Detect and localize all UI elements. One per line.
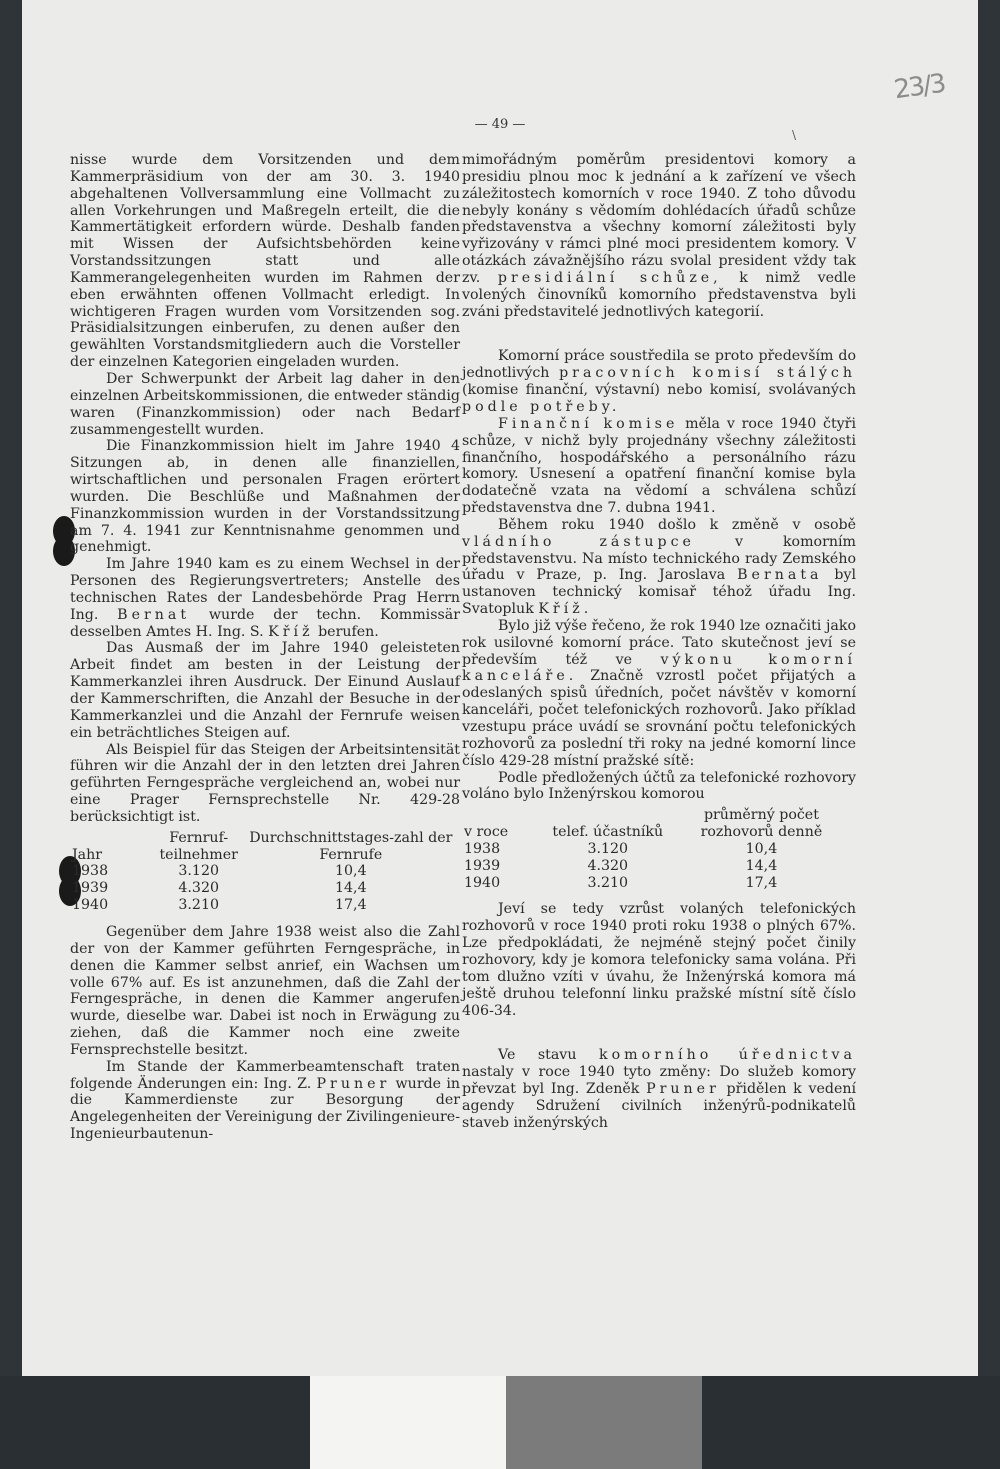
table-row: 1938 3.120 10,4 xyxy=(464,840,778,857)
de-paragraph-5: Das Ausmaß der im Jahre 1940 geleisteten Arbeit findet am besten in der Leistung der Kammerkanzlei ihren Ausdruck. Der Einund Auslauf der Kammerschriften, die Anzahl der Besuche in der Kammerkanzlei und die Anzahl der Fernrufe weisen ein beträchtliches Steigen auf. xyxy=(70,640,460,741)
table-header: telef. účastníků xyxy=(552,824,664,841)
table-header: Jahr xyxy=(72,846,103,863)
table-row: 1940 3.210 17,4 xyxy=(72,897,367,914)
de-phone-table xyxy=(70,830,460,914)
table-header: průměrný počet rozhovorů denně xyxy=(700,807,823,841)
de-paragraph-7: Gegenüber dem Jahre 1938 weist also die Zahl der von der Kammer geführten Ferngespräche, in denen die Kammer selbst anrief, ein Wachsen um volle 67% auf. Es ist anzunehmen, daß die Zahl der Ferngespräche, in denen die Kammer angerufen wurde, dieselbe war. Dabei ist noch in Erwägung zu ziehen, daß die Kammer noch eine zweite Fernsprechstelle besitzt. xyxy=(70,923,460,1058)
de-paragraph-3: Die Finanzkommission hielt im Jahre 1940 4 Sitzungen ab, in denen alle finanziellen, wirtschaftlichen und personalen Fragen erörtert wurden. Die Beschlüße und Maßnahmen der Finanzkommission wurden in der Vorstandssitzung am 7. 4. 1941 zur Kenntnisnahme genommen und genehmigt. xyxy=(70,438,460,556)
paragraph-gap xyxy=(462,1019,856,1047)
table-header: Durchschnittstages-zahl der Fernrufe xyxy=(249,829,453,863)
table-row: 1940 3.210 17,4 xyxy=(464,874,778,891)
table-header-row xyxy=(70,830,460,864)
cs-paragraph-3: Finanční komise měla v roce 1940 čtyři schůze, v nichž byly projednány všechny záležitosti finančního, hospodářského a personálního rázu komory. Usnesení a opatření finanční komise byla dodatečně vzata na vědomí a schválena schůzí představenstva dne 7. dubna 1941. xyxy=(462,415,857,517)
gray-calibration-swatch xyxy=(506,1376,702,1469)
de-paragraph-4: Im Jahre 1940 kam es zu einem Wechsel in der Personen des Regierungsvertreters; Anstelle des technischen Rates der Landesbehörde Prag Herrn Ing. Bernat wurde der techn. Kommissär desselben Amtes H. Ing. S. Kříž berufen. xyxy=(70,556,460,640)
cs-paragraph-2: Komorní práce soustředila se proto především do jednotlivých pracovních komisí stálých (komise finanční, výstavní) nebo komisí, svolávaných podle potřeby. xyxy=(462,348,856,415)
table-row: 1938 3.120 10,4 xyxy=(72,863,367,880)
cs-paragraph-5: Bylo již výše řečeno, že rok 1940 lze označiti jako rok usilovné komorní práce. Tato skutečnost jeví se především též ve výkonu komorní kanceláře. Značně vzrostl počet přijatých a odeslaných spisů úředních, počet návštěv v komorní kanceláři, počet telefonických rozhovorů. Jako příklad vzestupu práce uvádí se srovnání počtu telefonických rozhovorů za poslední tři roky na jedné komorní lince číslo 429-28 místní pražské sítě: xyxy=(462,617,857,769)
cs-paragraph-8: Ve stavu komorního úřednictva nastaly v roce 1940 tyto změny: Do služeb komory převzat byl Ing. Zdeněk Pruner přidělen k vedení agendy Sdružení civilních inženýrů-podnikatelů staveb inženýrských xyxy=(462,1047,857,1131)
table-header-row xyxy=(462,807,856,841)
white-calibration-swatch xyxy=(310,1376,506,1469)
de-paragraph-1: nisse wurde dem Vorsitzenden und dem Kammerpräsidium von der am 30. 3. 1940 abgehaltenen Vollversammlung eine Vollmacht zu allen Vorkehrungen und Maßregeln erteilt, die die Kammertätigkeit erfordern würde. Deshalb fanden mit Wissen der Aufsichtsbehörden keine Vorstandssitzungen statt und alle Kammerangelegenheiten wurden im Rahmen der eben erwähnten offenen Vollmacht erledigt. In wichtigeren Fragen wurden vom Vorsitzenden sog. Präsidialsitzungen einberufen, zu denen außer den gewählten Vorstandsmitgliedern auch die Vorsteller der einzelnen Kategorien eingeladen wurden. xyxy=(70,152,460,371)
name-bernata: Bernata xyxy=(737,567,823,584)
table-header: v roce xyxy=(464,824,509,841)
name-pruner: Pruner xyxy=(316,1075,391,1092)
cs-paragraph-6: Podle předložených účtů za telefonické rozhovory voláno bylo Inženýrskou komorou xyxy=(462,769,856,803)
name-pruner: Pruner xyxy=(646,1081,720,1098)
name-kriz: Kříž xyxy=(268,623,314,640)
margin-tick-mark: \ xyxy=(792,128,797,142)
paragraph-gap xyxy=(462,320,856,348)
name-bernat: Bernat xyxy=(117,606,191,623)
cs-paragraph-7: Jeví se tedy vzrůst volaných telefonických rozhovorů v roce 1940 proti roku 1938 o plných 67%. Lze předpokládati, že nejméně stejný počet činily rozhovory, kdy je komora telefonicky sama volána. Při tom dlužno vzíti v úvahu, že Inženýrská komora má ještě druhou telefonní linku pražské místní sítě číslo 406-34. xyxy=(462,901,856,1019)
table-row: 1939 4.320 14,4 xyxy=(72,880,367,897)
de-paragraph-6: Als Beispiel für das Steigen der Arbeitsintensität führen wir die Anzahl der in den letzten drei Jahren geführten Ferngespräche vergleichend an, wobei nur eine Prager Fernsprechstelle Nr. 429-28 berücksichtigt ist. xyxy=(70,741,460,825)
german-column xyxy=(70,152,460,1143)
czech-column xyxy=(462,152,856,1132)
cs-paragraph-4: Během roku 1940 došlo k změně v osobě vládního zástupce v komorním představenstvu. Na místo technického rady Zemského úřadu v Praze, p. Ing. Jaroslava Bernata byl ustanoven technický komisař téhož úřadu Ing. Svatopluk Kříž. xyxy=(462,516,857,618)
de-paragraph-2: Der Schwerpunkt der Arbeit lag daher in den einzelnen Arbeitskommissionen, die entweder ständig waren (Finanzkommission) oder nach Bedarf zusammengestellt wurden. xyxy=(70,370,460,438)
table-row: 1939 4.320 14,4 xyxy=(464,857,778,874)
table-header: Fernruf-teilnehmer xyxy=(159,829,238,863)
name-kriz: Kříž. xyxy=(538,601,593,618)
page-number: — 49 — xyxy=(474,117,526,132)
cs-paragraph-1: mimořádným poměrům presidentovi komory a presidiu plnou moc k jednání a k zařízení ve všech záležitostech komorních v roce 1940. Z toho důvodu nebyly konány s vědomím dohlédacích úřadů schůze představenstva a všechny komorní záležitosti byly vyřizovány v rámci plné moci presidentem komory. V otázkách závažnějšího rázu svolal president vždy tak zv. presidiální schůze, k nimž vedle volených činovníků komorního představenstva byli zváni představitelé jednotlivých kategorií. xyxy=(462,152,856,320)
cs-phone-table xyxy=(462,807,856,891)
handwritten-annotation: 23/3 xyxy=(892,68,947,106)
de-paragraph-8: Im Stande der Kammerbeamtenschaft traten folgende Änderungen ein: Ing. Z. Pruner wurde in die Kammerdienste zur Besorgung der Angelegenheiten der Vereinigung der Zivilingenieure-Ingenieurbautenun- xyxy=(70,1058,460,1143)
